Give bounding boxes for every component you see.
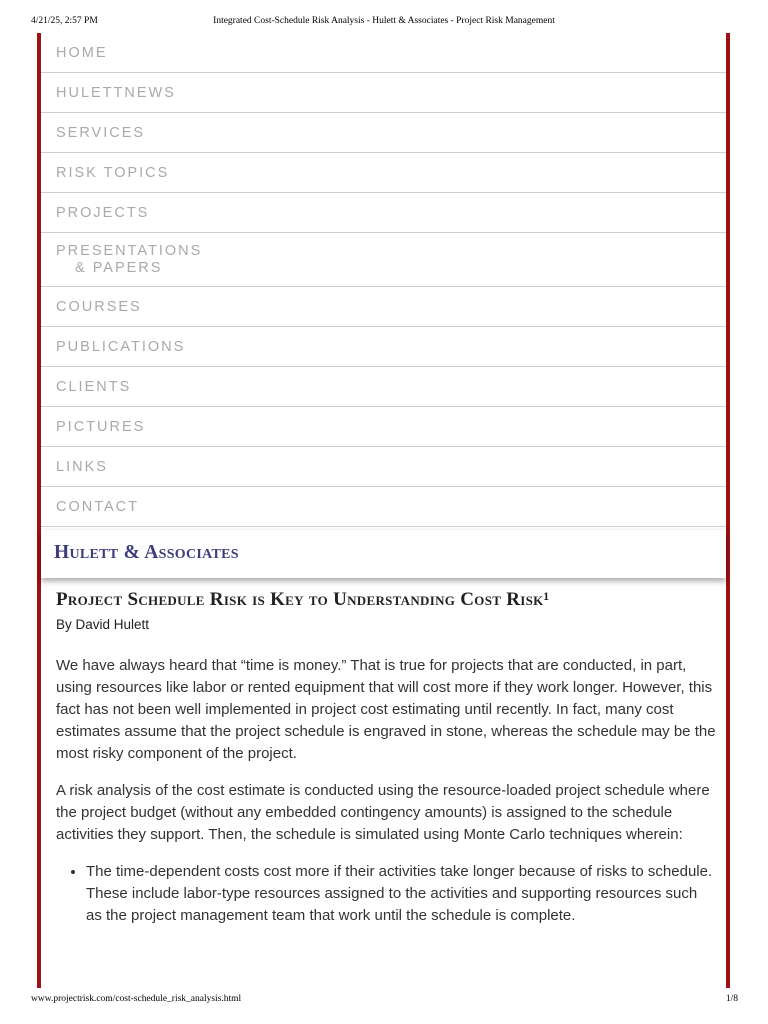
nav-item-label: COURSES — [56, 299, 142, 315]
print-page-title: Integrated Cost-Schedule Risk Analysis - Hulett & Associates - Project Risk Management — [213, 16, 555, 26]
nav-item-courses[interactable] — [41, 287, 726, 327]
print-datetime: 4/21/25, 2:57 PM — [31, 16, 98, 26]
nav-item-publications[interactable] — [41, 327, 726, 367]
article-title: Project Schedule Risk is Key to Understanding Cost Risk¹ — [56, 589, 550, 610]
article — [56, 589, 716, 927]
nav-item-label: LINKS — [56, 459, 108, 475]
nav-item-label: RISK TOPICS — [56, 165, 170, 181]
nav-item-label: PUBLICATIONS — [56, 339, 186, 355]
print-footer — [0, 994, 768, 1008]
nav-item-presentations-papers[interactable] — [41, 233, 726, 287]
nav-item-risk-topics[interactable] — [41, 153, 726, 193]
nav-item-label: CLIENTS — [56, 379, 132, 395]
nav-item-pictures[interactable] — [41, 407, 726, 447]
nav-item-hulettnews[interactable] — [41, 73, 726, 113]
main-nav — [41, 33, 726, 527]
print-url: www.projectrisk.com/cost-schedule_risk_analysis.html — [31, 994, 242, 1004]
nav-item-label: PROJECTS — [56, 205, 150, 221]
article-bullet-list — [56, 861, 716, 927]
print-header — [0, 16, 768, 30]
nav-item-label-line2: & PAPERS — [75, 260, 163, 276]
nav-item-label: SERVICES — [56, 125, 146, 141]
nav-item-label: PICTURES — [56, 419, 146, 435]
nav-item-clients[interactable] — [41, 367, 726, 407]
print-page-number: 1/8 — [725, 994, 738, 1004]
nav-item-label: HULETTNEWS — [56, 85, 176, 101]
nav-item-label: PRESENTATIONS — [56, 243, 203, 259]
article-paragraph: A risk analysis of the cost estimate is conducted using the resource-loaded project schedule where the project budget (without any embedded contingency amounts) is assigned to the schedule activities they support. Then, the schedule is simulated using Monte Carlo techniques wherein: — [56, 782, 710, 843]
article-byline: By David Hulett — [56, 617, 150, 632]
page-frame — [37, 33, 730, 988]
nav-item-services[interactable] — [41, 113, 726, 153]
nav-item-contact[interactable] — [41, 487, 726, 527]
nav-item-projects[interactable] — [41, 193, 726, 233]
nav-item-links[interactable] — [41, 447, 726, 487]
article-paragraph: We have always heard that “time is money.” That is true for projects that are conducted, in part, using resources like labor or rented equipment that will cost more if they work longer. However, this fact has not been well implemented in project cost estimating until recently. In fact, many cost estimates assume that the project schedule is engraved in stone, whereas the schedule may be the most risky component of the project. — [56, 657, 716, 762]
list-item: • The time-dependent costs cost more if their activities take longer because of risks to schedule. These include labor-type resources assigned to the activities and supporting resources such as the project management team that work until the schedule is complete. — [86, 861, 716, 927]
nav-item-label: CONTACT — [56, 499, 140, 515]
brand-header — [41, 530, 726, 578]
nav-item-home[interactable] — [41, 33, 726, 73]
nav-item-label: HOME — [56, 45, 108, 61]
brand-logo-link[interactable]: Hulett & Associates — [54, 542, 239, 563]
